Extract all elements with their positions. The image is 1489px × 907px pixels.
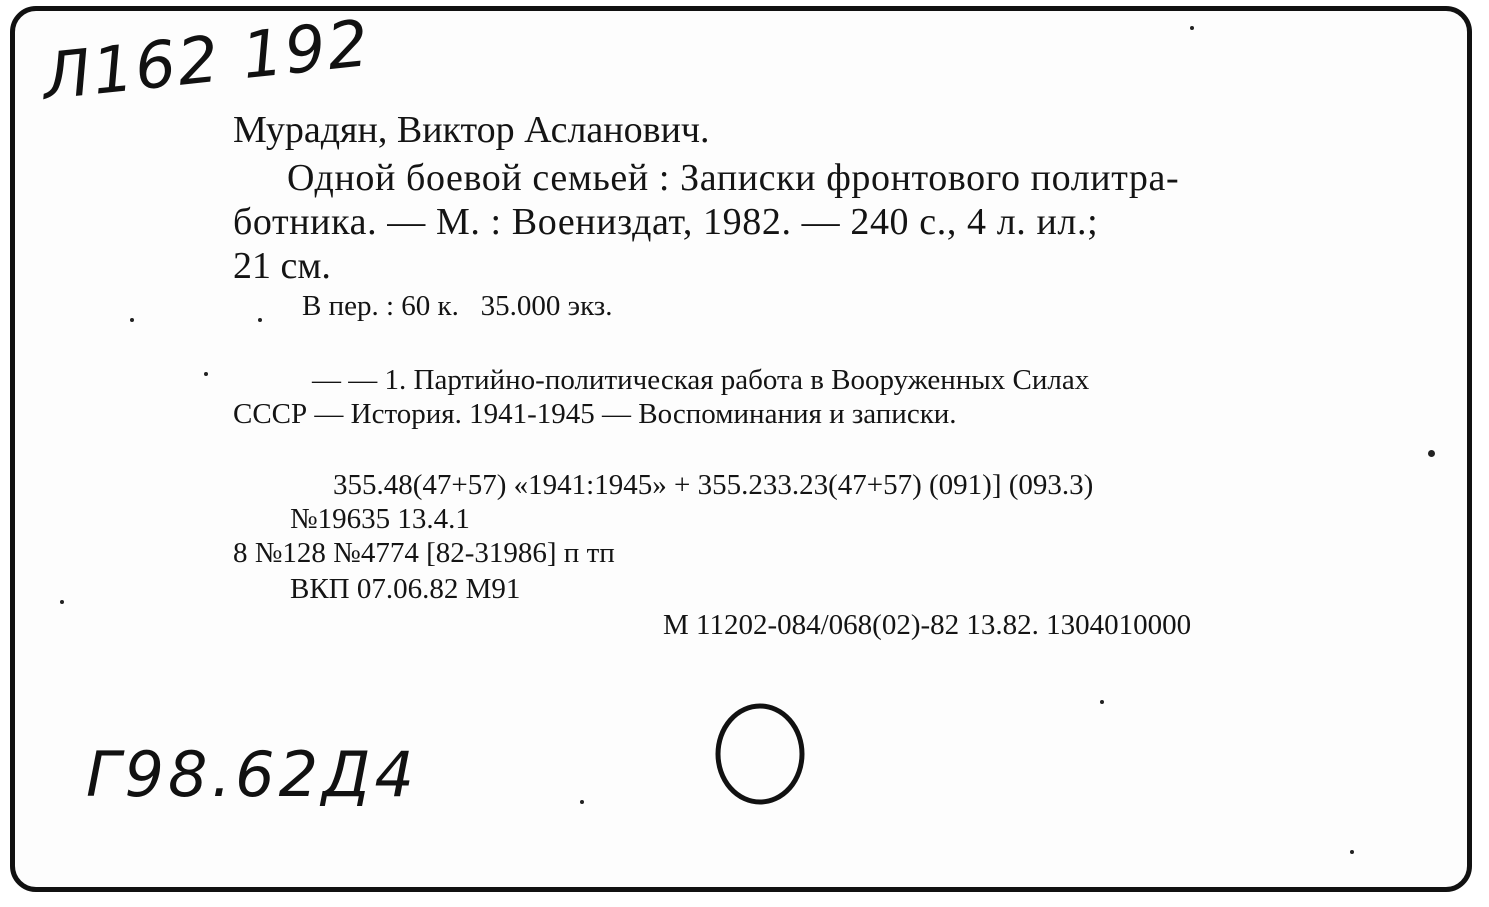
price-and-run: В пер. : 60 к. 35.000 экз.	[302, 290, 613, 322]
title-line-2: ботника. — М. : Воениздат, 1982. — 240 с., 4 л. ил.;	[233, 201, 1099, 243]
dot-speck	[204, 372, 208, 376]
bkp-code: ВКП 07.06.82 М91	[290, 573, 521, 605]
publisher-code: М 11202-084/068(02)-82 13.82. 1304010000	[663, 609, 1192, 641]
dot-speck	[1428, 450, 1435, 457]
call-number-handwritten: Л162 192	[39, 7, 374, 115]
subject-line-2: СССР — История. 1941-1945 — Воспоминания и записки.	[233, 398, 957, 430]
order-number: 8 №128 №4774 [82-31986] п тп	[233, 537, 615, 569]
title-line-3: 21 см.	[233, 245, 331, 287]
author-heading: Мурадян, Виктор Асланович.	[233, 109, 710, 151]
registration-number: №19635 13.4.1	[290, 503, 470, 535]
dot-speck	[1350, 850, 1354, 854]
subject-line-1: — — 1. Партийно-политическая работа в Вооруженных Силах	[312, 364, 1090, 396]
classification-handwritten: Г98.62Д4	[86, 738, 418, 811]
dot-speck	[258, 318, 262, 322]
punch-hole-icon	[712, 700, 812, 810]
udc-index: 355.48(47+57) «1941:1945» + 355.233.23(47+57) (091)] (093.3)	[333, 469, 1094, 501]
dot-speck	[1100, 700, 1104, 704]
dot-speck	[60, 600, 64, 604]
dot-speck	[580, 800, 584, 804]
dot-speck	[130, 318, 134, 322]
title-line-1: Одной боевой семьей : Записки фронтового политра-	[287, 157, 1180, 199]
dot-speck	[1190, 26, 1194, 30]
